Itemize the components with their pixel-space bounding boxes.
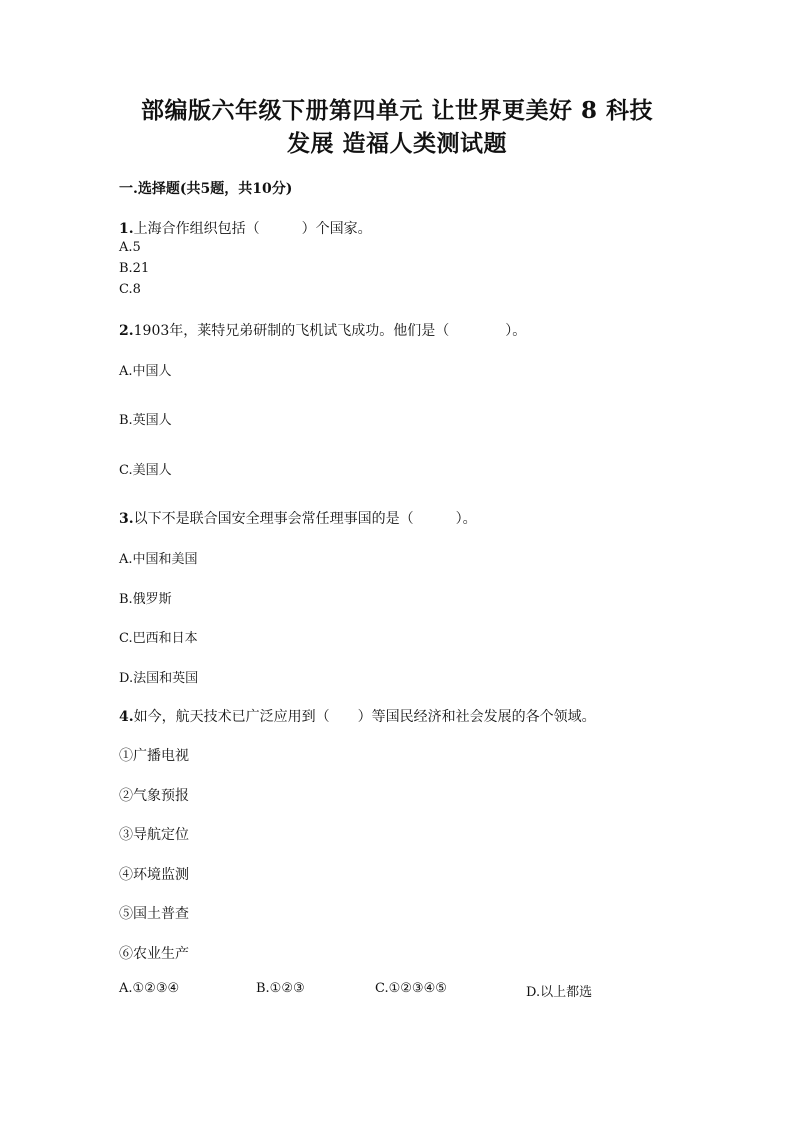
q2-option-c: C.美国人 bbox=[119, 463, 172, 478]
q2-option-a: A.中国人 bbox=[119, 364, 172, 379]
q1-option-b: B.21 bbox=[119, 261, 150, 276]
q1-option-a: A.5 bbox=[119, 240, 141, 255]
question-stem: 如今，航天技术已广泛应用到（ ）等国民经济和社会发展的各个领域。 bbox=[133, 709, 596, 725]
title-line-1: 部编版六年级下册第四单元 让世界更美好 8 科技 bbox=[140, 97, 654, 124]
question-stem: 1903年，莱特兄弟研制的飞机试飞成功。他们是（ ）。 bbox=[133, 323, 527, 339]
q2-option-b: B.英国人 bbox=[119, 413, 172, 428]
question-number: 3. bbox=[119, 511, 134, 527]
question-3 bbox=[119, 508, 477, 528]
q4-item-6: ⑥农业生产 bbox=[119, 946, 189, 962]
q4-option-d: D.以上都选 bbox=[526, 985, 593, 1000]
q1-option-c: C.8 bbox=[119, 282, 141, 297]
question-number: 1. bbox=[119, 221, 134, 237]
q4-item-3: ③导航定位 bbox=[119, 827, 189, 843]
q4-item-5: ⑤国土普查 bbox=[119, 906, 189, 922]
q3-option-a: A.中国和美国 bbox=[119, 552, 198, 567]
question-number: 2. bbox=[119, 323, 134, 339]
question-stem: 以下不是联合国安全理事会常任理事国的是（ ）。 bbox=[133, 511, 477, 527]
q4-item-4: ④环境监测 bbox=[119, 867, 189, 883]
document-title bbox=[100, 94, 694, 160]
question-1 bbox=[119, 218, 372, 238]
title-line-2: 发展 造福人类测试题 bbox=[286, 130, 507, 157]
q3-option-c: C.巴西和日本 bbox=[119, 631, 198, 646]
q4-item-2: ②气象预报 bbox=[119, 788, 189, 804]
q3-option-b: B.俄罗斯 bbox=[119, 592, 172, 607]
section-heading: 一.选择题(共5题，共10分) bbox=[119, 181, 293, 197]
question-2 bbox=[119, 320, 526, 340]
q3-option-d: D.法国和英国 bbox=[119, 671, 199, 686]
q4-item-1: ①广播电视 bbox=[119, 748, 189, 764]
q4-option-b: B.①②③ bbox=[256, 981, 305, 996]
question-number: 4. bbox=[119, 709, 134, 725]
q4-option-a: A.①②③④ bbox=[119, 981, 180, 996]
q4-option-c: C.①②③④⑤ bbox=[375, 981, 447, 996]
question-stem: 上海合作组织包括（ ）个国家。 bbox=[133, 221, 372, 237]
question-4 bbox=[119, 706, 596, 726]
